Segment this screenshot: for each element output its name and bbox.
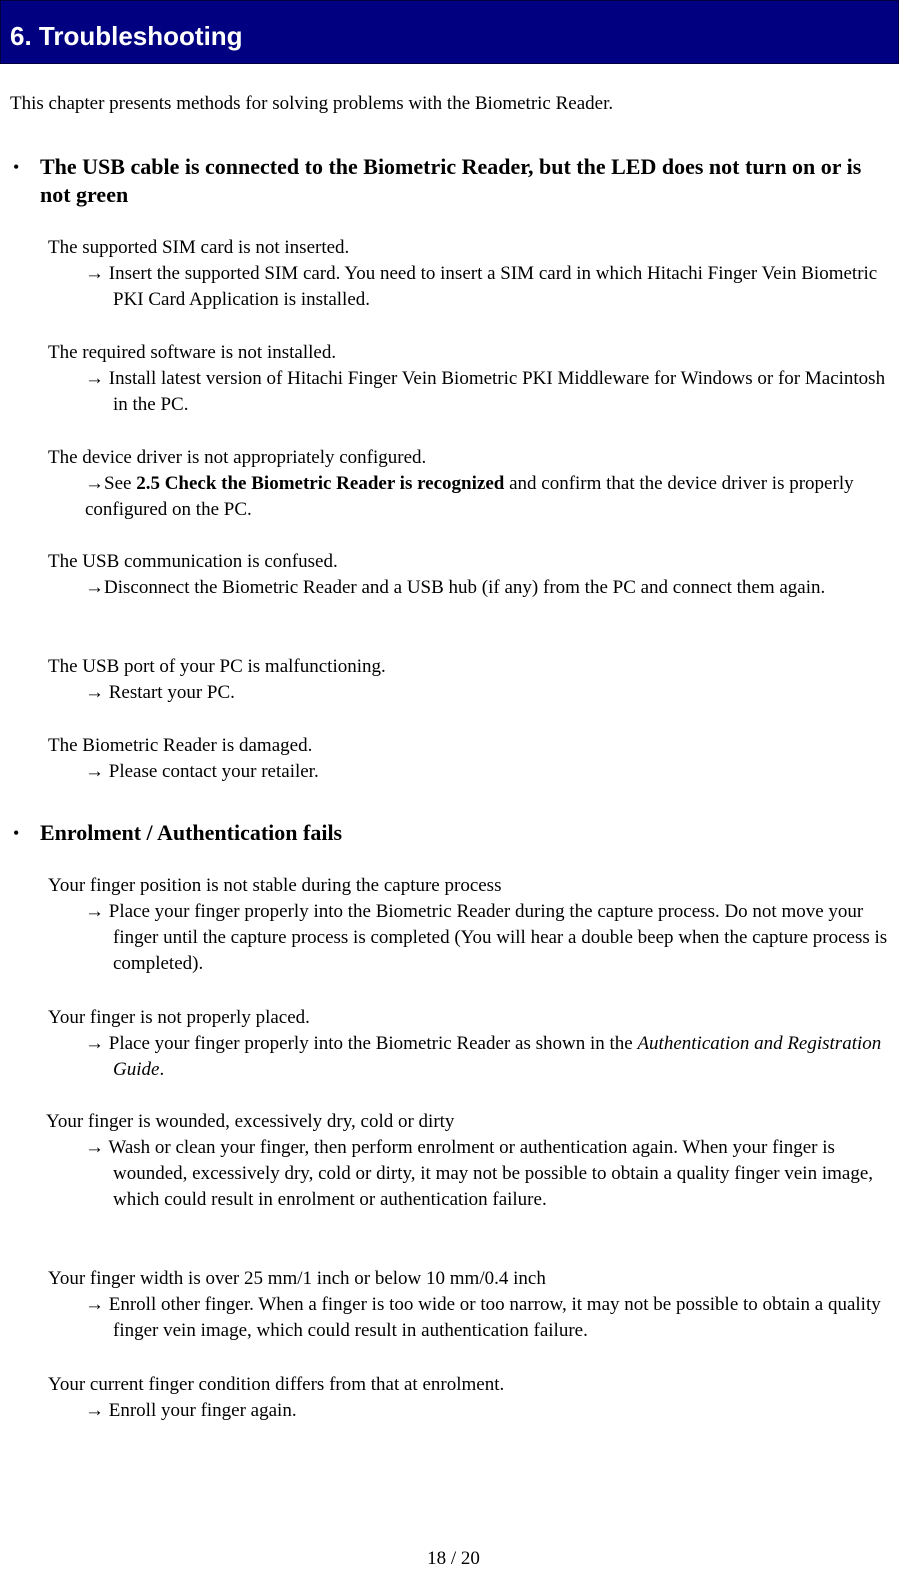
section-heading-enrolment: Enrolment / Authentication fails (40, 820, 343, 845)
cause-usb-communication: The USB communication is confused. (48, 551, 338, 572)
cause-finger-width: Your finger width is over 25 mm/1 inch or below 10 mm/0.4 inch (48, 1268, 546, 1289)
cause-finger-condition: Your current finger condition differs from that at enrolment. (48, 1374, 505, 1395)
remedy-finger-placement (85, 1031, 890, 1083)
remedy-damaged: → Please contact your retailer. (85, 761, 319, 782)
remedy-finger-condition: → Enroll your finger again. (85, 1400, 297, 1421)
remedy-usb-port: → Restart your PC. (85, 682, 235, 703)
section-heading-led: The USB cable is connected to the Biometric Reader, but the LED does not turn on or is not green (40, 154, 862, 207)
remedy-finger-position: → Place your finger properly into the Biometric Reader during the capture process. Do not move your finger until the capture process is completed (You will hear a double beep when the capture process is completed). (85, 901, 888, 974)
cause-sim-card: The supported SIM card is not inserted. (48, 237, 350, 258)
remedy-usb-communication: →Disconnect the Biometric Reader and a USB hub (if any) from the PC and connect them again. (85, 577, 826, 598)
chapter-title-bar (0, 0, 899, 64)
remedy-driver (85, 471, 890, 523)
page-number: 18 / 20 (427, 1548, 480, 1569)
chapter-title: 6. Troubleshooting (10, 21, 243, 51)
section-reference-link: 2.5 Check the Biometric Reader is recognized (136, 473, 505, 494)
remedy-driver-suffix: and confirm that the device driver is properly configured on the PC. (85, 473, 854, 520)
guide-title: Authentication and Registration Guide (113, 1033, 882, 1080)
cause-usb-port: The USB port of your PC is malfunctioning. (48, 656, 386, 677)
remedy-sim-card: → Insert the supported SIM card. You need to insert a SIM card in which Hitachi Finger Vein Biometric PKI Card Application is installed. (85, 263, 878, 310)
cause-software: The required software is not installed. (48, 342, 337, 363)
remedy-finger-wounded: → Wash or clean your finger, then perform enrolment or authentication again. When your finger is wounded, excessively dry, cold or dirty, it may not be possible to obtain a quality finger vein image, which could result in enrolment or authentication failure. (85, 1137, 873, 1210)
bullet-icon: • (13, 157, 20, 177)
cause-finger-position: Your finger position is not stable during the capture process (48, 875, 502, 896)
remedy-driver-prefix: →See (85, 473, 137, 494)
cause-damaged: The Biometric Reader is damaged. (48, 735, 313, 756)
cause-finger-wounded: Your finger is wounded, excessively dry, cold or dirty (46, 1111, 455, 1132)
remedy-placement-suffix: . (159, 1059, 165, 1080)
cause-finger-placement: Your finger is not properly placed. (48, 1007, 310, 1028)
remedy-placement-prefix: → Place your finger properly into the Biometric Reader as shown in the (85, 1033, 638, 1054)
bullet-icon: • (13, 823, 20, 843)
intro-paragraph: This chapter presents methods for solving problems with the Biometric Reader. (10, 93, 614, 114)
remedy-finger-width: → Enroll other finger. When a finger is too wide or too narrow, it may not be possible to obtain a quality finger vein image, which could result in authentication failure. (85, 1294, 881, 1341)
remedy-software: → Install latest version of Hitachi Finger Vein Biometric PKI Middleware for Windows or for Macintosh in the PC. (85, 368, 886, 415)
cause-driver: The device driver is not appropriately configured. (48, 447, 427, 468)
